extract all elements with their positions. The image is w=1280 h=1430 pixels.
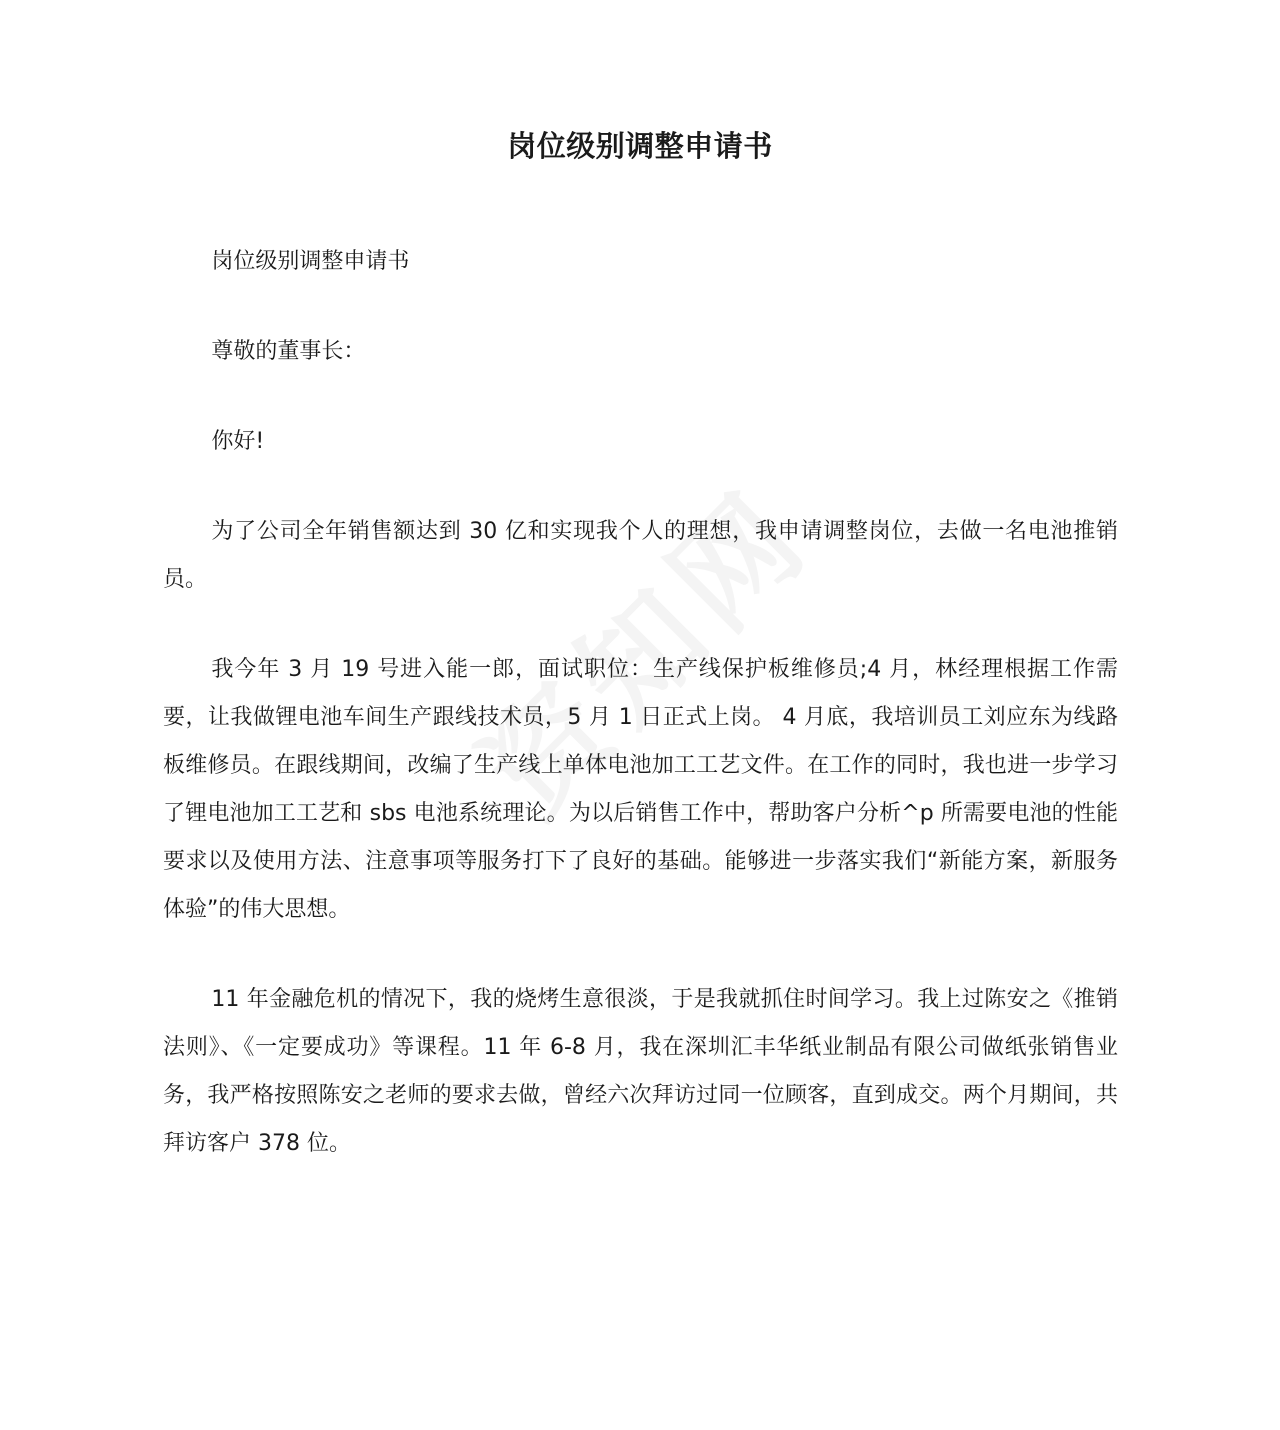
paragraph-greeting: 你好! [211,429,265,454]
paragraph-heading: 岗位级别调整申请书 [211,249,410,274]
paragraph-sales-history: 11 年金融危机的情况下，我的烧烤生意很淡，于是我就抓住时间学习。我上过陈安之《推销法则》、《一定要成功》等课程。11 年 6-8 月，我在深圳汇丰华纸业制品有限公司做纸张销售业务，我严格按照陈安之老师的要求去做，曾经六次拜访过同一位顾客，直到成交。两个月期间，共拜访客户 378 位。 [163,987,1118,1156]
paragraph-purpose: 为了公司全年销售额达到 30 亿和实现我个人的理想，我申请调整岗位，去做一名电池推销员。 [163,519,1118,592]
paragraph-experience: 我今年 3 月 19 号进入能一郎，面试职位：生产线保护板维修员;4 月，林经理根据工作需要，让我做锂电池车间生产跟线技术员，5 月 1 日正式上岗。 4 月底，我培训员工刘应东为线路板维修员。在跟线期间，改编了生产线上单体电池加工工艺文件。在工作的同时，我也进一步学习了锂电池加工工艺和 sbs 电池系统理论。为以后销售工作中，帮助客户分析^p 所需要电池的性能要求以及使用方法、注意事项等服务打下了良好的基础。能够进一步落实我们“新能方案，新服务体验”的伟大思想。 [163,657,1118,922]
document-title: 岗位级别调整申请书 [507,129,773,163]
paragraph-salutation: 尊敬的董事长： [211,339,366,364]
document-body [163,238,1118,1210]
